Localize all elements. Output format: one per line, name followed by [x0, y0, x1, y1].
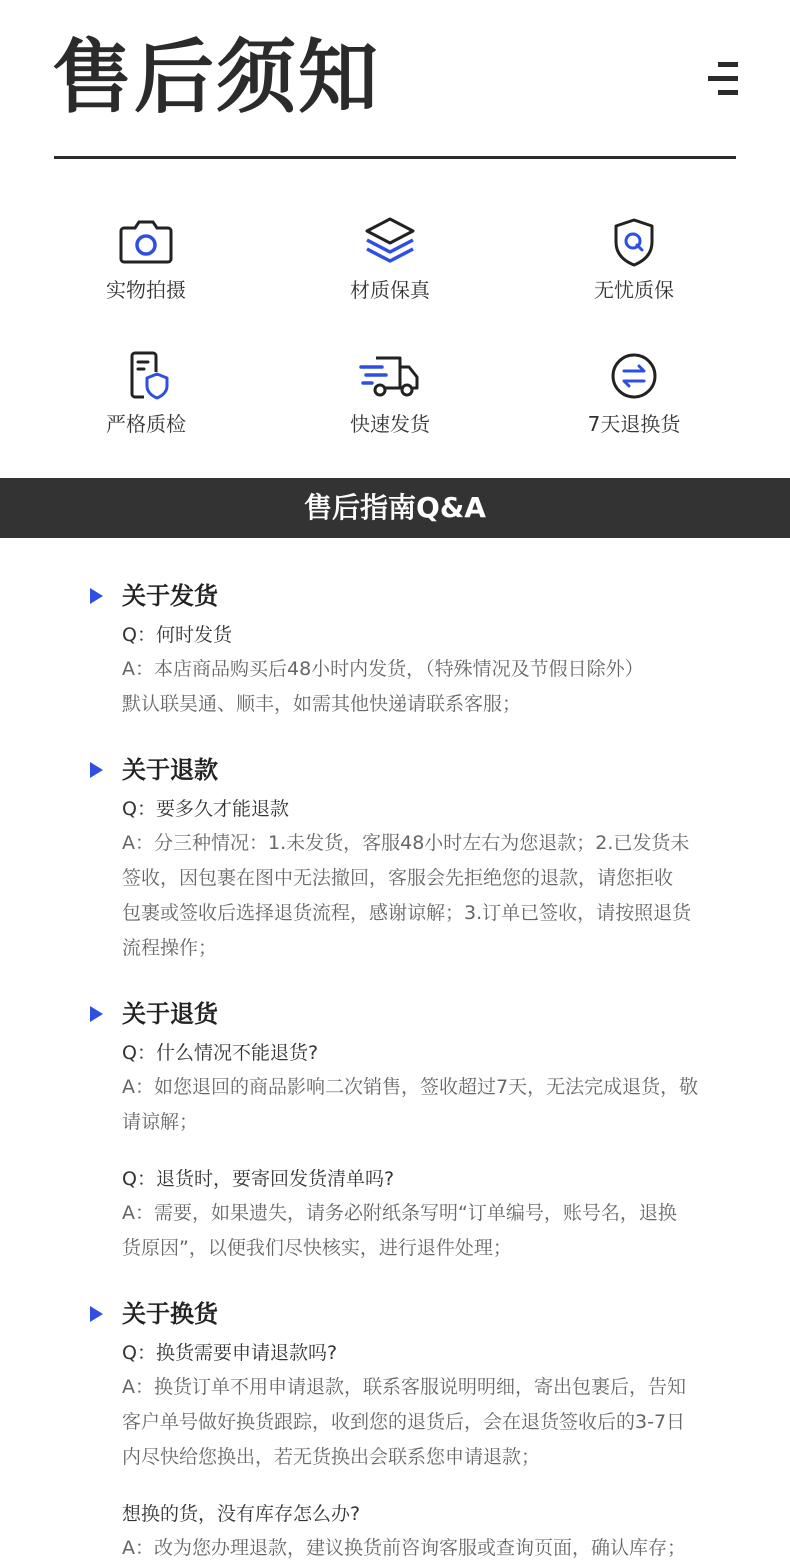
answer-line: 签收，因包裹在图中无法撤回，客服会先拒绝您的退款，请您拒收: [122, 867, 674, 889]
question: Q：什么情况不能退货?: [122, 1042, 319, 1064]
menu-icon[interactable]: [708, 62, 738, 98]
feature-label: 实物拍摄: [106, 278, 186, 302]
answer-line: A：如您退回的商品影响二次销售，签收超过7天，无法完成退货，敬: [122, 1076, 699, 1098]
qa-banner: 售后指南Q&A: [0, 478, 790, 538]
faq-list: [0, 538, 790, 1566]
feature-label: 7天退换货: [587, 412, 681, 436]
truck-icon: [358, 350, 422, 402]
feature-item-warranty: [534, 216, 734, 303]
answer-line: 内尽快给您换出，若无货换出会联系您申请退款；: [122, 1446, 541, 1468]
section-heading: 关于退货: [122, 1000, 218, 1028]
page-title: 售后须知: [52, 31, 380, 124]
camera-icon: [114, 216, 178, 268]
answer-line: 货原因”，以便我们尽快核实，进行退件处理；: [122, 1237, 512, 1259]
question: Q：退货时，要寄回发货清单吗?: [122, 1168, 395, 1190]
feature-item-7day-return: [534, 350, 734, 437]
answer-line: A：换货订单不用申请退款，联系客服说明明细，寄出包裹后，告知: [122, 1376, 686, 1398]
faq-section-refund: [0, 752, 790, 966]
answer-line: 客户单号做好换货跟踪，收到您的退货后，会在退货签收后的3-7日: [122, 1411, 686, 1433]
answer-line: A：改为您办理退款，建议换货前咨询客服或查询页面，确认库存；: [122, 1537, 686, 1559]
feature-label: 严格质检: [106, 412, 186, 436]
header-divider: [54, 156, 736, 159]
answer-line: 包裹或签收后选择退货流程，感谢谅解；3.订单已签收，请按照退货: [122, 902, 692, 924]
feature-label: 快速发货: [350, 412, 430, 436]
question: Q：何时发货: [122, 624, 232, 646]
feature-label: 无忧质保: [594, 278, 674, 302]
section-heading: 关于退款: [122, 756, 218, 784]
answer-line: A：需要，如果遗失，请务必附纸条写明“订单编号，账号名，退换: [122, 1202, 677, 1224]
layers-icon: [358, 216, 422, 268]
faq-section-shipping: [0, 578, 790, 722]
answer-line: 请谅解；: [122, 1111, 199, 1133]
faq-section-exchange: [0, 1296, 790, 1566]
feature-label: 材质保真: [350, 278, 430, 302]
shield-icon: [602, 216, 666, 268]
triangle-bullet-icon: [90, 1306, 103, 1322]
triangle-bullet-icon: [90, 1006, 103, 1022]
triangle-bullet-icon: [90, 762, 103, 778]
faq-section-return: [0, 996, 790, 1266]
question: Q：换货需要申请退款吗?: [122, 1342, 338, 1364]
feature-item-real-photo: [46, 216, 246, 303]
section-heading: 关于发货: [122, 582, 218, 610]
header: [0, 0, 790, 160]
triangle-bullet-icon: [90, 588, 103, 604]
feature-item-material: [290, 216, 490, 303]
section-heading: 关于换货: [122, 1300, 218, 1328]
exchange-icon: [602, 350, 666, 402]
answer-line: 流程操作；: [122, 937, 218, 959]
question: 想换的货，没有库存怎么办?: [122, 1503, 361, 1525]
answer-line: A：本店商品购买后48小时内发货，（特殊情况及节假日除外）: [122, 658, 644, 680]
feature-item-inspection: [46, 350, 246, 437]
document-shield-icon: [114, 350, 178, 402]
feature-item-fast-shipping: [290, 350, 490, 437]
feature-grid: [0, 160, 790, 478]
answer-line: A：分三种情况：1.未发货，客服48小时左右为您退款；2.已发货未: [122, 832, 690, 854]
answer-line: 默认联昊通、顺丰，如需其他快递请联系客服；: [122, 693, 522, 715]
question: Q：要多久才能退款: [122, 798, 289, 820]
